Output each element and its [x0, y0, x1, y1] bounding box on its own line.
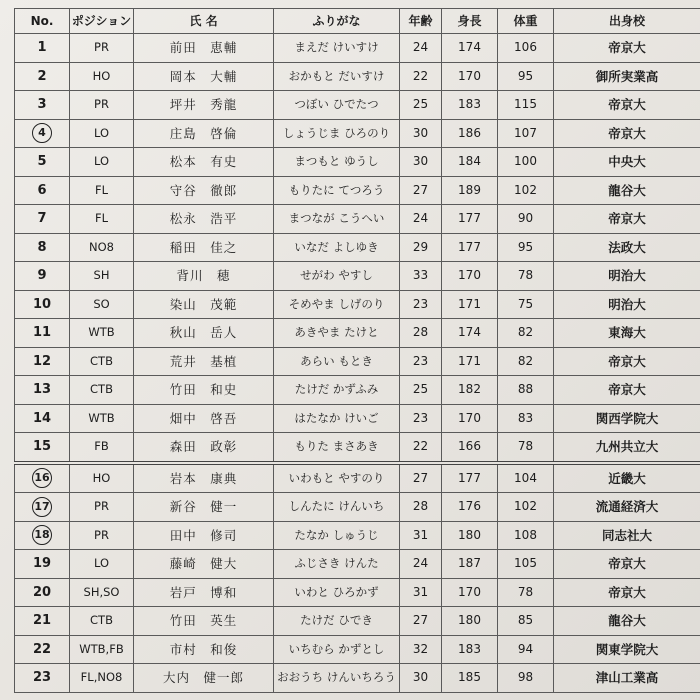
header-age: 年齢: [400, 9, 442, 34]
player-name: 岡本 大輔: [134, 62, 274, 91]
player-weight: 78: [498, 262, 554, 291]
player-position: HO: [70, 62, 134, 91]
player-furigana: たけだ ひでき: [274, 607, 400, 636]
player-weight: 82: [498, 319, 554, 348]
player-number: 19: [15, 550, 70, 579]
player-number: [15, 119, 70, 148]
player-number: 21: [15, 607, 70, 636]
header-height: 身長: [442, 9, 498, 34]
player-height: 177: [442, 463, 498, 493]
player-height: 185: [442, 664, 498, 693]
table-row: [15, 578, 700, 607]
header-row: [15, 9, 700, 34]
player-school: 帝京大: [554, 119, 700, 148]
player-age: 27: [400, 607, 442, 636]
player-weight: 105: [498, 550, 554, 579]
player-age: 31: [400, 578, 442, 607]
player-school: 帝京大: [554, 91, 700, 120]
player-school: 龍谷大: [554, 607, 700, 636]
player-position: LO: [70, 119, 134, 148]
table-row: [15, 463, 700, 493]
player-age: 25: [400, 376, 442, 405]
player-school: 御所実業高: [554, 62, 700, 91]
header-position: ポジション: [70, 9, 134, 34]
player-age: 22: [400, 62, 442, 91]
table-row: [15, 34, 700, 63]
player-school: 帝京大: [554, 376, 700, 405]
player-name: 森田 政彰: [134, 433, 274, 463]
player-height: 174: [442, 34, 498, 63]
player-number: [15, 521, 70, 550]
player-age: 27: [400, 176, 442, 205]
player-age: 24: [400, 550, 442, 579]
player-weight: 78: [498, 433, 554, 463]
player-weight: 95: [498, 233, 554, 262]
player-name: 荒井 基植: [134, 347, 274, 376]
player-weight: 88: [498, 376, 554, 405]
player-name: 藤崎 健大: [134, 550, 274, 579]
player-position: WTB: [70, 319, 134, 348]
table-row: [15, 404, 700, 433]
player-age: 24: [400, 205, 442, 234]
player-furigana: おかもと だいすけ: [274, 62, 400, 91]
player-height: 171: [442, 347, 498, 376]
player-weight: 82: [498, 347, 554, 376]
player-height: 183: [442, 635, 498, 664]
player-number: 7: [15, 205, 70, 234]
player-school: 津山工業高: [554, 664, 700, 693]
player-position: PR: [70, 493, 134, 522]
player-name: 前田 恵輔: [134, 34, 274, 63]
player-name: 新谷 健一: [134, 493, 274, 522]
player-position: WTB,FB: [70, 635, 134, 664]
player-position: WTB: [70, 404, 134, 433]
player-height: 180: [442, 521, 498, 550]
table-row: [15, 433, 700, 463]
player-name: 松本 有史: [134, 148, 274, 177]
player-name: 庄島 啓倫: [134, 119, 274, 148]
table-row: [15, 176, 700, 205]
player-number: 1: [15, 34, 70, 63]
table-row: [15, 347, 700, 376]
player-weight: 102: [498, 493, 554, 522]
player-furigana: いわもと やすのり: [274, 463, 400, 493]
player-age: 28: [400, 493, 442, 522]
player-name: 竹田 英生: [134, 607, 274, 636]
player-school: 明治大: [554, 262, 700, 291]
player-number: 8: [15, 233, 70, 262]
player-weight: 90: [498, 205, 554, 234]
player-age: 28: [400, 319, 442, 348]
player-number: 6: [15, 176, 70, 205]
player-number: [15, 463, 70, 493]
player-school: 関西学院大: [554, 404, 700, 433]
player-height: 182: [442, 376, 498, 405]
player-position: PR: [70, 91, 134, 120]
player-weight: 75: [498, 290, 554, 319]
player-name: 竹田 和史: [134, 376, 274, 405]
roster-body: [15, 34, 700, 693]
player-number: 22: [15, 635, 70, 664]
player-weight: 98: [498, 664, 554, 693]
player-number: 12: [15, 347, 70, 376]
player-age: 33: [400, 262, 442, 291]
player-name: 市村 和俊: [134, 635, 274, 664]
player-furigana: はたなか けいご: [274, 404, 400, 433]
player-number: 3: [15, 91, 70, 120]
table-row: [15, 376, 700, 405]
table-row: [15, 205, 700, 234]
player-weight: 115: [498, 91, 554, 120]
player-height: 183: [442, 91, 498, 120]
player-weight: 95: [498, 62, 554, 91]
header-school: 出身校: [554, 9, 700, 34]
table-row: [15, 607, 700, 636]
player-furigana: たなか しゅうじ: [274, 521, 400, 550]
player-furigana: しょうじま ひろのり: [274, 119, 400, 148]
player-furigana: いわと ひろかず: [274, 578, 400, 607]
player-furigana: せがわ やすし: [274, 262, 400, 291]
player-age: 30: [400, 148, 442, 177]
player-height: 171: [442, 290, 498, 319]
player-furigana: いちむら かずとし: [274, 635, 400, 664]
table-row: [15, 262, 700, 291]
player-position: PR: [70, 34, 134, 63]
player-height: 174: [442, 319, 498, 348]
header-name: 氏 名: [134, 9, 274, 34]
header-weight: 体重: [498, 9, 554, 34]
player-position: CTB: [70, 347, 134, 376]
circled-number: 4: [32, 123, 52, 143]
table-row: [15, 62, 700, 91]
player-name: 田中 修司: [134, 521, 274, 550]
player-height: 170: [442, 404, 498, 433]
player-number: 11: [15, 319, 70, 348]
player-name: 稲田 佳之: [134, 233, 274, 262]
player-position: HO: [70, 463, 134, 493]
player-position: SH: [70, 262, 134, 291]
player-school: 帝京大: [554, 205, 700, 234]
player-weight: 83: [498, 404, 554, 433]
player-school: 法政大: [554, 233, 700, 262]
player-height: 180: [442, 607, 498, 636]
table-row: [15, 493, 700, 522]
player-school: 龍谷大: [554, 176, 700, 205]
player-furigana: おおうち けんいちろう: [274, 664, 400, 693]
player-name: 大内 健一郎: [134, 664, 274, 693]
player-age: 31: [400, 521, 442, 550]
player-weight: 100: [498, 148, 554, 177]
player-number: 2: [15, 62, 70, 91]
circled-number: 18: [32, 525, 52, 545]
player-furigana: まつなが こうへい: [274, 205, 400, 234]
player-furigana: ふじさき けんた: [274, 550, 400, 579]
player-age: 23: [400, 347, 442, 376]
player-school: 帝京大: [554, 578, 700, 607]
table-row: [15, 521, 700, 550]
player-height: 186: [442, 119, 498, 148]
player-position: LO: [70, 148, 134, 177]
player-name: 岩戸 博和: [134, 578, 274, 607]
table-row: [15, 148, 700, 177]
player-school: 近畿大: [554, 463, 700, 493]
player-number: [15, 493, 70, 522]
player-age: 27: [400, 463, 442, 493]
player-furigana: まえだ けいすけ: [274, 34, 400, 63]
table-row: [15, 664, 700, 693]
player-number: 9: [15, 262, 70, 291]
player-position: SH,SO: [70, 578, 134, 607]
player-height: 177: [442, 233, 498, 262]
player-name: 岩本 康典: [134, 463, 274, 493]
player-school: 九州共立大: [554, 433, 700, 463]
player-school: 中央大: [554, 148, 700, 177]
player-school: 帝京大: [554, 347, 700, 376]
player-position: LO: [70, 550, 134, 579]
player-number: 13: [15, 376, 70, 405]
player-age: 22: [400, 433, 442, 463]
player-furigana: そめやま しげのり: [274, 290, 400, 319]
player-furigana: いなだ よしゆき: [274, 233, 400, 262]
player-furigana: もりたに てつろう: [274, 176, 400, 205]
player-height: 189: [442, 176, 498, 205]
table-row: [15, 119, 700, 148]
header-no: No.: [15, 9, 70, 34]
table-row: [15, 550, 700, 579]
player-age: 24: [400, 34, 442, 63]
player-name: 坪井 秀龍: [134, 91, 274, 120]
player-weight: 106: [498, 34, 554, 63]
player-position: FL: [70, 205, 134, 234]
player-furigana: つぼい ひでたつ: [274, 91, 400, 120]
player-name: 秋山 岳人: [134, 319, 274, 348]
player-school: 東海大: [554, 319, 700, 348]
circled-number: 16: [32, 468, 52, 488]
player-position: FL,NO8: [70, 664, 134, 693]
player-name: 背川 穂: [134, 262, 274, 291]
table-row: [15, 290, 700, 319]
player-name: 守谷 徹郎: [134, 176, 274, 205]
player-school: 帝京大: [554, 34, 700, 63]
header-furigana: ふりがな: [274, 9, 400, 34]
player-height: 177: [442, 205, 498, 234]
player-position: FL: [70, 176, 134, 205]
player-name: 畑中 啓吾: [134, 404, 274, 433]
player-position: CTB: [70, 376, 134, 405]
player-furigana: もりた まさあき: [274, 433, 400, 463]
player-number: 5: [15, 148, 70, 177]
table-row: [15, 319, 700, 348]
table-row: [15, 91, 700, 120]
player-age: 32: [400, 635, 442, 664]
roster-table: [14, 8, 700, 693]
player-position: CTB: [70, 607, 134, 636]
table-row: [15, 233, 700, 262]
player-weight: 107: [498, 119, 554, 148]
player-weight: 108: [498, 521, 554, 550]
player-position: NO8: [70, 233, 134, 262]
player-age: 30: [400, 664, 442, 693]
player-furigana: あらい もとき: [274, 347, 400, 376]
player-number: 10: [15, 290, 70, 319]
player-name: 松永 浩平: [134, 205, 274, 234]
player-height: 170: [442, 262, 498, 291]
player-furigana: あきやま たけと: [274, 319, 400, 348]
player-height: 166: [442, 433, 498, 463]
player-number: 15: [15, 433, 70, 463]
player-height: 187: [442, 550, 498, 579]
player-age: 23: [400, 290, 442, 319]
circled-number: 17: [32, 497, 52, 517]
player-number: 23: [15, 664, 70, 693]
player-age: 29: [400, 233, 442, 262]
player-height: 170: [442, 62, 498, 91]
player-height: 170: [442, 578, 498, 607]
player-weight: 102: [498, 176, 554, 205]
player-position: FB: [70, 433, 134, 463]
player-number: 20: [15, 578, 70, 607]
player-name: 染山 茂範: [134, 290, 274, 319]
player-weight: 104: [498, 463, 554, 493]
player-weight: 94: [498, 635, 554, 664]
player-furigana: たけだ かずふみ: [274, 376, 400, 405]
player-school: 関東学院大: [554, 635, 700, 664]
player-age: 30: [400, 119, 442, 148]
player-age: 23: [400, 404, 442, 433]
player-height: 176: [442, 493, 498, 522]
player-number: 14: [15, 404, 70, 433]
player-age: 25: [400, 91, 442, 120]
player-weight: 78: [498, 578, 554, 607]
player-school: 帝京大: [554, 550, 700, 579]
table-row: [15, 635, 700, 664]
player-position: PR: [70, 521, 134, 550]
player-school: 流通経済大: [554, 493, 700, 522]
player-school: 同志社大: [554, 521, 700, 550]
player-weight: 85: [498, 607, 554, 636]
player-school: 明治大: [554, 290, 700, 319]
player-furigana: まつもと ゆうし: [274, 148, 400, 177]
player-position: SO: [70, 290, 134, 319]
footer-cutoff: [60, 690, 260, 700]
player-furigana: しんたに けんいち: [274, 493, 400, 522]
player-height: 184: [442, 148, 498, 177]
